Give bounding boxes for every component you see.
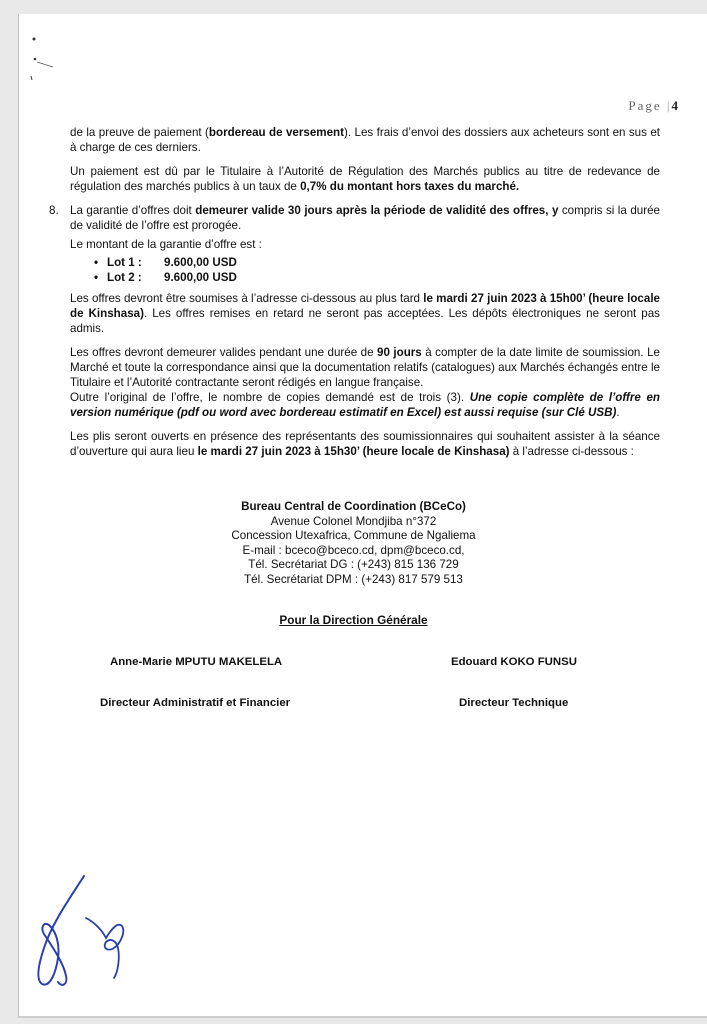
lot-value: 9.600,00 USD <box>164 271 237 284</box>
lot-label: Lot 2 : <box>107 271 142 284</box>
handwritten-initials <box>22 868 142 998</box>
item-number: 8. <box>49 204 59 217</box>
page-label: Page <box>628 98 662 113</box>
right-signatory-title: Directeur Technique <box>459 697 569 709</box>
list-item <box>70 270 660 285</box>
document-body <box>49 125 661 468</box>
address-org: Bureau Central de Coordination (BCeCo) <box>241 500 466 513</box>
left-signatory-name: Anne-Marie MPUTU MAKELELA <box>110 656 283 668</box>
lot-list <box>70 255 660 285</box>
paragraph-payment-proof: de la preuve de paiement (bordereau de versement). Les frais d’envoi des dossiers aux acheteurs sont en sus et à charge de ces derniers. <box>70 126 661 154</box>
address-concession: Concession Utexafrica, Commune de Ngaliema <box>231 529 476 543</box>
scan-marks <box>19 14 79 94</box>
lot-value: 9.600,00 USD <box>164 256 237 269</box>
address-block <box>0 500 707 588</box>
address-tel-dg: Tél. Secrétariat DG : (+243) 815 136 729 <box>248 558 459 572</box>
list-item <box>70 255 660 270</box>
address-street: Avenue Colonel Mondjiba n°372 <box>270 514 437 528</box>
paragraph-regulation-fee: Un paiement est dû par le Titulaire à l’Autorité de Régulation des Marchés publics au titre de redevance de régulation des marchés publics à un taux de 0,7% du montant hors taxes du marché. <box>70 165 660 193</box>
paragraph-opening: Les plis seront ouverts en présence des représentants des soumissionnaires qui souhaitent assister à la séance d’ouverture qui aura lieu le mardi 27 juin 2023 à 15h30’ (heure locale de Kinshasa) à l’adresse ci-dessous : <box>70 430 660 458</box>
paragraph-bid-guarantee: 8. La garantie d’offres doit demeurer valide 30 jours après la période de validité des offres, y compris si la durée de validité de l’offre est prorogée. <box>49 204 660 232</box>
paragraph-guarantee-amount: Le montant de la garantie d’offre est : <box>70 238 262 251</box>
page-header: Page |4 <box>628 98 678 113</box>
address-email: E-mail : bceco@bceco.cd, dpm@bceco.cd, <box>242 543 465 557</box>
direction-heading: Pour la Direction Générale <box>279 613 428 627</box>
paragraph-validity: Les offres devront demeurer valides pendant une durée de 90 jours à compter de la date limite de soumission. Le Marché et toute la correspondance ainsi que la documentation relatifs (catalogues) aux Marchés échangés entre le Titulaire et l’Autorité contractante seront rédigés en langue française. <box>70 346 660 389</box>
lot-label: Lot 1 : <box>107 256 142 269</box>
left-signatory-title: Directeur Administratif et Financier <box>100 697 291 709</box>
paragraph-submission-deadline: Les offres devront être soumises à l’adresse ci-dessous au plus tard le mardi 27 juin 2023 à 15h00’ (heure locale de Kinshasa). Les offres remises en retard ne seront pas acceptées. Les dépôts électroniques ne seront pas admis. <box>70 292 660 335</box>
right-signatory-name: Edouard KOKO FUNSU <box>451 656 577 668</box>
address-tel-dpm: Tél. Secrétariat DPM : (+243) 817 579 513 <box>244 572 463 586</box>
paragraph-copies: Outre l’original de l’offre, le nombre de copies demandé est de trois (3). Une copie complète de l’offre en version numérique (pdf ou word avec bordereau estimatif en Excel) est aussi requise (sur Clé USB). <box>70 391 661 419</box>
page-number: 4 <box>671 98 678 113</box>
